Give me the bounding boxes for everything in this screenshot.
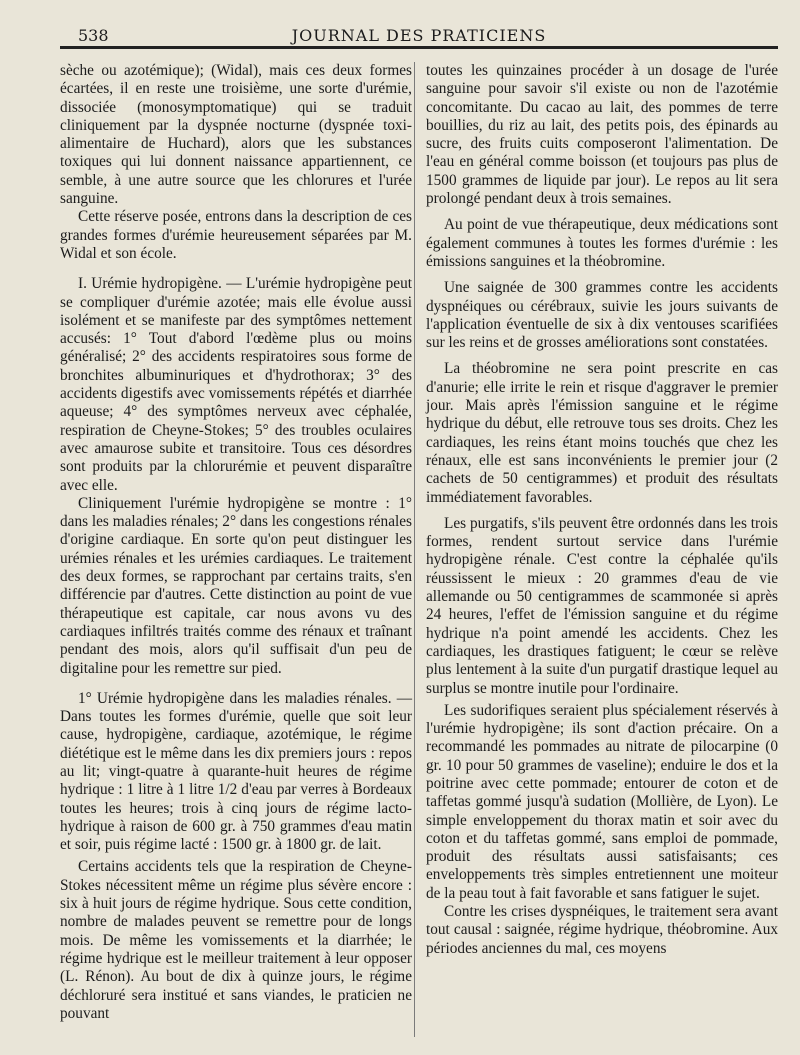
paragraph: toutes les quinzaines procéder à un dosage de l'urée sanguine pour savoir s'il existe ou non de l'azotémie concomitante. Du cacao au lait, des pommes de terre bouillies, du riz au lait, des petits pois, des épinards au sucre, des fruits cuits composeront l'alimentation. De l'eau en général comme boisson (et toujours pas plus de 1500 grammes de liquide par jour). Le repos au lit sera prolongé pendant deux à trois semaines.	[426, 62, 778, 208]
paragraph: Certains accidents tels que la respiration de Cheyne-Stokes nécessitent même un régime plus sévère encore : six à huit jours de régime hydrique. Sous cette condition, nombre de malades peuvent se remettre pour de longs mois. De même les vomissements et la diarrhée; le régime hydrique est le meilleur traitement à leur opposer (L. Rénon). Au bout de dix à quinze jours, le régime déchloruré sera institué et sans viandes, le praticien ne pouvant	[60, 858, 412, 1022]
right-column	[426, 62, 778, 958]
paragraph: Au point de vue thérapeutique, deux médications sont également communes à toutes les formes d'urémie : les émissions sanguines et la théobromine.	[426, 216, 778, 270]
left-column	[60, 62, 412, 1023]
column-divider	[414, 62, 415, 1037]
paragraph: sèche ou azotémique); (Widal), mais ces deux formes écartées, il en reste une troisième, une sorte d'urémie, dissociée (monosymptomatique) qui se traduit cliniquement par la dyspnée nocturne (dyspnée toxi-alimentaire de Huchard), alors que les substances toxiques qui lui donnent naissance appartiennent, ce semble, à une autre source que les chlorures et l'urée sanguine.	[60, 62, 412, 208]
paragraph: I. Urémie hydropigène. — L'urémie hydropigène peut se compliquer d'urémie azotée; mais elle évolue aussi isolément et se manifeste par des symptômes nettement accusés: 1° Tout d'abord l'œdème plus ou moins généralisé; 2° des accidents respiratoires sous forme de bronchites albuminuriques et d'hydrothorax; 3° des accidents digestifs avec vomissements répétés et diarrhée aqueuse; 4° des symptômes nerveux avec céphalée, respiration de Cheyne-Stokes; 5° des troubles oculaires avec amaurose subite et transitoire. Tous ces désordres sont produits par la chlorurémie et peuvent disparaître avec elle.	[60, 275, 412, 494]
page-header	[60, 14, 778, 44]
header-rule	[60, 46, 778, 49]
paragraph: Cette réserve posée, entrons dans la description de ces grandes formes d'urémie heureusement séparées par M. Widal et son école.	[60, 208, 412, 262]
paragraph: Cliniquement l'urémie hydropigène se montre : 1° dans les maladies rénales; 2° dans les congestions rénales d'origine cardiaque. En sorte qu'on peut distinguer les urémies rénales et les urémies cardiaques. Le traitement des deux formes, se rapprochant par certains traits, s'en différencie par d'autres. Cette distinction au point de vue thérapeutique est capitale, car nous avons vu des cardiaques infiltrés traités comme des rénaux et traînant pendant des mois, alors qu'il suffisait d'un peu de digitaline pour les remettre sur pied.	[60, 494, 412, 677]
paragraph: Une saignée de 300 grammes contre les accidents dyspnéiques ou cérébraux, suivie les jours suivants de l'application éventuelle de six à dix ventouses scarifiées sur les reins et de grosses améliorations sont constatées.	[426, 279, 778, 352]
running-title: JOURNAL DES PRATICIENS	[291, 26, 547, 45]
paragraph: Les purgatifs, s'ils peuvent être ordonnés dans les trois formes, rendent surtout service dans l'urémie hydropigène rénale. C'est contre la céphalée qu'ils réussissent le mieux : 20 grammes d'eau de vie allemande ou 50 centigrammes de scammonée si après 24 heures, l'effet de l'émission sanguine et du régime hydrique n'a point amendé les accidents. Chez les cardiaques, les drastiques fatiguent; le cœur se relève plus lentement à la suite d'un purgatif drastique lequel au surplus se montre inutile pour l'ordinaire.	[426, 514, 778, 697]
paragraph: Contre les crises dyspnéiques, le traitement sera avant tout causal : saignée, régime hydrique, théobromine. Aux périodes anciennes du mal, ces moyens	[426, 903, 778, 957]
page-number: 538	[78, 26, 109, 45]
paragraph: La théobromine ne sera point prescrite en cas d'anurie; elle irrite le rein et risque d'aggraver le premier jour. Mais après l'émission sanguine et le régime hydrique du début, elle retrouve tous ses droits. Chez les cardiaques, les reins étant moins touchés que chez les rénaux, elle est sans inconvénients le premier jour (2 cachets de 50 centigrammes) et produit des résultats immédiatement favorables.	[426, 360, 778, 506]
paragraph: Les sudorifiques seraient plus spécialement réservés à l'urémie hydropigène; ils sont d'action précaire. On a recommandé les pommades au nitrate de pilocarpine (0 gr. 10 pour 50 grammes de vaseline); enduire le dos et la poitrine avec cette pommade; entourer de coton et de taffetas gommé jusqu'à sudation (Mollière, de Lyon). Le simple enveloppement du thorax matin et soir avec du coton et du taffetas gommé, sans emploi de pommade, produit des résultats aussi satisfaisants; ces enveloppements très simples entretiennent une moiteur de la peau tout à fait favorable et sans fatiguer le sujet.	[426, 701, 778, 902]
paragraph: 1° Urémie hydropigène dans les maladies rénales. — Dans toutes les formes d'urémie, quelle que soit leur cause, hydropigène, cardiaque, azotémique, le régime diététique est le même dans les dix premiers jours : repos au lit; vingt-quatre à quarante-huit heures de régime hydrique : 1 litre à 1 litre 1/2 d'eau par verres à Bordeaux toutes les heures; trois à cinq jours de régime lacto-hydrique à raison de 600 gr. à 750 grammes d'eau matin et soir, puis régime lacté : 1500 gr. à 1800 gr. de lait.	[60, 689, 412, 854]
